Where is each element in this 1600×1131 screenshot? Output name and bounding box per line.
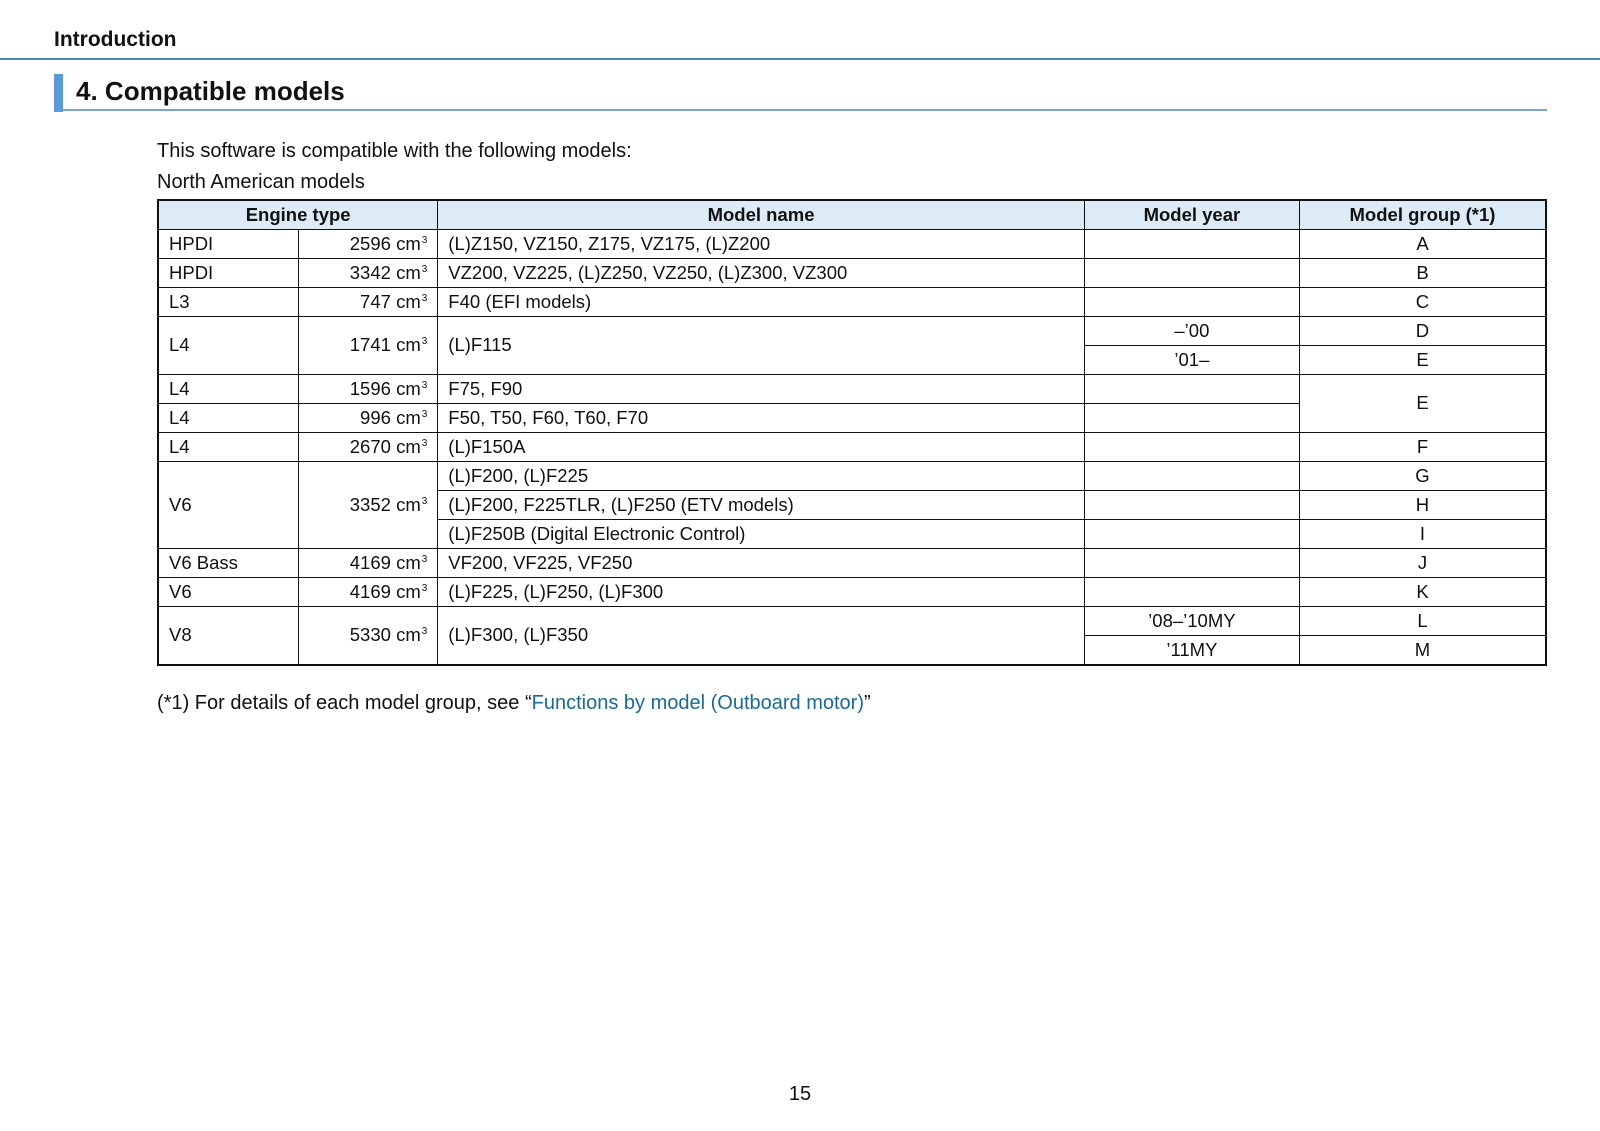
displacement-cell: 3352 $cm^3$ <box>298 462 437 549</box>
year-cell <box>1084 578 1299 607</box>
section-accent-bar <box>54 74 63 112</box>
model-cell: F40 (EFI models) <box>438 288 1085 317</box>
group-cell: I <box>1299 520 1546 549</box>
group-cell: E <box>1299 375 1546 433</box>
page-number: 15 <box>788 1083 812 1105</box>
header-model-name: Model name <box>438 200 1085 230</box>
compatible-models-table <box>157 199 1547 666</box>
engine-cell: L4 <box>158 375 298 404</box>
model-cell: VF200, VF225, VF250 <box>438 549 1085 578</box>
group-cell: B <box>1299 259 1546 288</box>
year-cell: ’11MY <box>1084 636 1299 666</box>
engine-cell: HPDI <box>158 259 298 288</box>
engine-cell: L4 <box>158 433 298 462</box>
group-cell: L <box>1299 607 1546 636</box>
model-cell: (L)F225, (L)F250, (L)F300 <box>438 578 1085 607</box>
displacement-cell: 747 $cm^3$ <box>298 288 437 317</box>
table-header-row <box>158 200 1546 230</box>
table-row <box>158 259 1546 288</box>
displacement-cell: 3342 $cm^3$ <box>298 259 437 288</box>
table-row <box>158 230 1546 259</box>
year-cell <box>1084 259 1299 288</box>
group-cell: G <box>1299 462 1546 491</box>
year-cell <box>1084 433 1299 462</box>
group-cell: H <box>1299 491 1546 520</box>
year-cell <box>1084 520 1299 549</box>
displacement-cell: 2670 $cm^3$ <box>298 433 437 462</box>
functions-by-model-link[interactable]: Functions by model (Outboard motor) <box>531 692 865 714</box>
displacement-cell: 1596 $cm^3$ <box>298 375 437 404</box>
engine-cell: V6 Bass <box>158 549 298 578</box>
table-row <box>158 375 1546 404</box>
displacement-cell: 4169 $cm^3$ <box>298 549 437 578</box>
header-engine-type: Engine type <box>158 200 438 230</box>
header-model-year: Model year <box>1084 200 1299 230</box>
year-cell <box>1084 404 1299 433</box>
group-cell: F <box>1299 433 1546 462</box>
model-cell: (L)F115 <box>438 317 1085 375</box>
group-cell: D <box>1299 317 1546 346</box>
engine-cell: L4 <box>158 404 298 433</box>
year-cell <box>1084 230 1299 259</box>
section-title <box>76 76 345 107</box>
section-title-text: Compatible models <box>104 76 345 106</box>
displacement-cell: 2596 $cm^3$ <box>298 230 437 259</box>
model-cell: F75, F90 <box>438 375 1085 404</box>
table-row <box>158 288 1546 317</box>
year-cell <box>1084 288 1299 317</box>
engine-cell: L3 <box>158 288 298 317</box>
displacement-cell: 4169 $cm^3$ <box>298 578 437 607</box>
table-row <box>158 317 1546 346</box>
year-cell: –’00 <box>1084 317 1299 346</box>
model-cell: (L)F300, (L)F350 <box>438 607 1085 666</box>
table-row <box>158 607 1546 636</box>
running-header: Introduction <box>54 28 177 51</box>
header-model-group: Model group (*1) <box>1299 200 1546 230</box>
group-cell: J <box>1299 549 1546 578</box>
table-row <box>158 549 1546 578</box>
footnote <box>157 692 871 715</box>
table-row <box>158 462 1546 491</box>
group-cell: E <box>1299 346 1546 375</box>
displacement-cell: 996 $cm^3$ <box>298 404 437 433</box>
engine-cell: V6 <box>158 578 298 607</box>
displacement-cell: 5330 $cm^3$ <box>298 607 437 666</box>
engine-cell: HPDI <box>158 230 298 259</box>
year-cell <box>1084 549 1299 578</box>
group-cell: C <box>1299 288 1546 317</box>
year-cell: ’01– <box>1084 346 1299 375</box>
header-rule <box>0 58 1600 60</box>
displacement-cell: 1741 $cm^3$ <box>298 317 437 375</box>
footnote-suffix: ” <box>864 692 871 714</box>
engine-cell: L4 <box>158 317 298 375</box>
model-cell: (L)Z150, VZ150, Z175, VZ175, (L)Z200 <box>438 230 1085 259</box>
subheading: North American models <box>157 171 365 193</box>
group-cell: K <box>1299 578 1546 607</box>
year-cell <box>1084 462 1299 491</box>
model-cell: VZ200, VZ225, (L)Z250, VZ250, (L)Z300, VZ300 <box>438 259 1085 288</box>
group-cell: A <box>1299 230 1546 259</box>
footnote-prefix: (*1) For details of each model group, see “ <box>157 692 532 714</box>
table-row <box>158 578 1546 607</box>
year-cell <box>1084 491 1299 520</box>
group-cell: M <box>1299 636 1546 666</box>
year-cell: ’08–’10MY <box>1084 607 1299 636</box>
model-cell: (L)F200, F225TLR, (L)F250 (ETV models) <box>438 491 1085 520</box>
engine-cell: V6 <box>158 462 298 549</box>
year-cell <box>1084 375 1299 404</box>
model-cell: (L)F250B (Digital Electronic Control) <box>438 520 1085 549</box>
table-row <box>158 433 1546 462</box>
engine-cell: V8 <box>158 607 298 666</box>
model-cell: (L)F150A <box>438 433 1085 462</box>
model-cell: F50, T50, F60, T60, F70 <box>438 404 1085 433</box>
section-number: 4. <box>76 76 98 106</box>
intro-text: This software is compatible with the following models: <box>157 140 632 162</box>
model-cell: (L)F200, (L)F225 <box>438 462 1085 491</box>
section-rule <box>63 109 1547 111</box>
